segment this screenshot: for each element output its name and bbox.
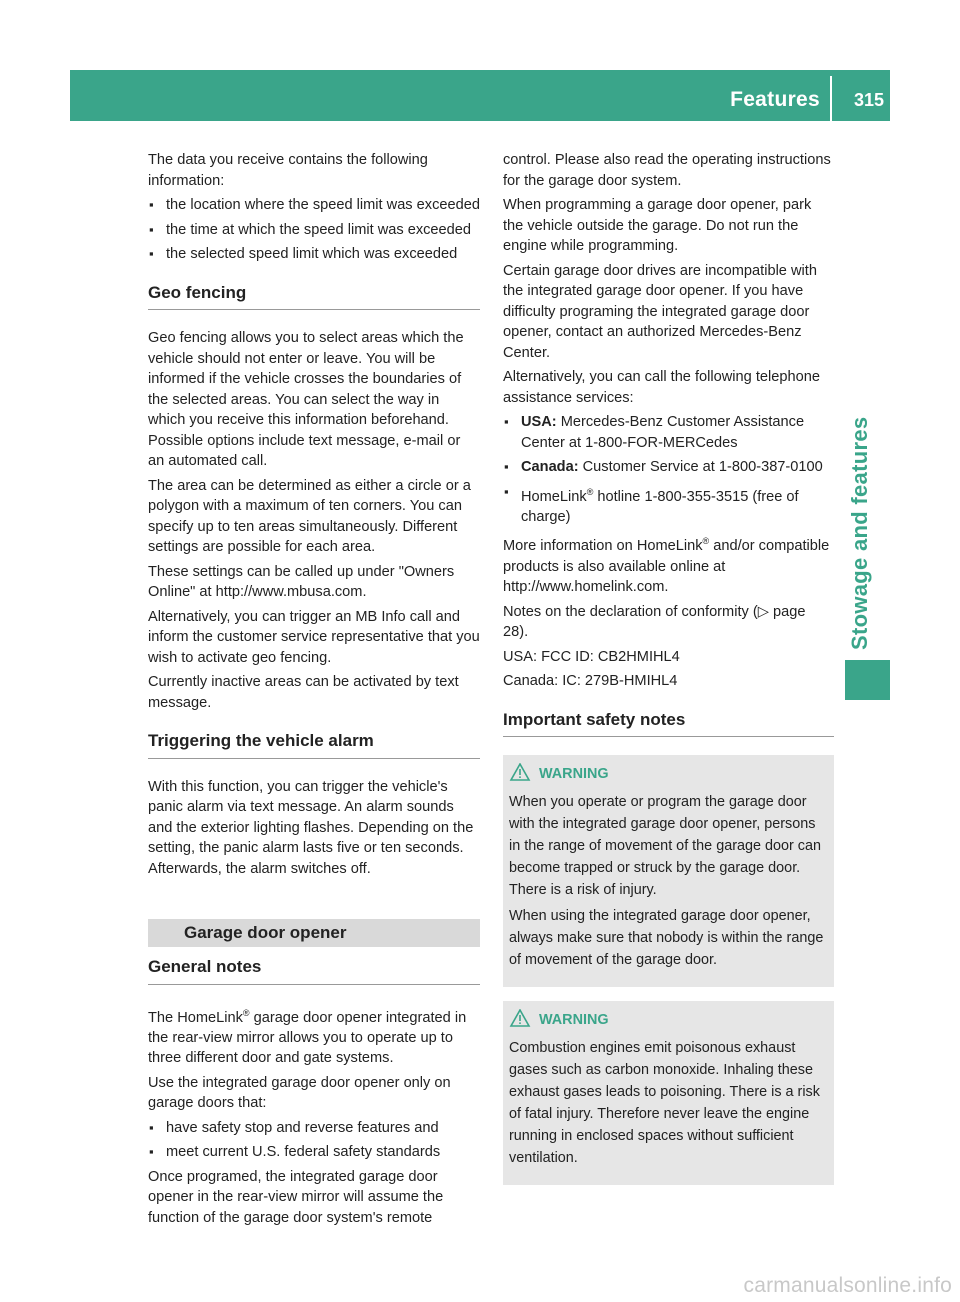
paragraph: When programming a garage door opener, park the vehicle outside the garage. Do not run the engine while programming. [503,197,812,254]
bullet-icon: ▪ [504,459,509,474]
homelink-paragraph: The HomeLink® garage door opener integrated in the rear-view mirror allows you to operate up to three different door and gate systems. [148,1007,467,1067]
page-number: 315 [853,90,884,110]
geo-fencing-heading: Geo fencing [148,283,480,311]
page-reference-link[interactable]: page 28). [503,603,806,641]
registered-mark: ® [586,486,594,497]
left-column [148,150,480,1232]
bullet-icon: ▪ [149,1144,154,1160]
warning-text: When using the integrated garage door opener, always make sure that nobody is within the range of movement of the garage door. [509,908,824,969]
list-item: ▪ meet current U.S. federal safety standards [148,1142,480,1163]
list-item: ▪ Canada: Customer Service at 1-800-387-0100 [503,457,834,478]
safety-notes-heading: Important safety notes [503,710,834,738]
paragraph: These settings can be called up under "Owners Online" at http://www.mbusa.com. [148,563,455,600]
paragraph: Alternatively, you can trigger an MB Info call and inform the customer service representative that you wish to activate geo fencing. [148,608,480,666]
paragraph: control. Please also read the operating instructions for the garage door system. [503,152,831,189]
list-item: ▪ have safety stop and reverse features and [148,1118,480,1139]
page-header [70,70,890,121]
page-reference-arrow-icon: ▷ [757,603,769,620]
warning-box [503,755,834,987]
data-bullet-list [148,195,480,265]
paragraph: With this function, you can trigger the vehicle's panic alarm via text message. An alarm sounds and the exterior lighting flashes. Depending on the setting, the panic alarm lasts five or ten seconds. Afterwards, the alarm switches off. [148,778,474,877]
alarm-heading: Triggering the vehicle alarm [148,731,480,759]
warning-box [503,1001,834,1185]
paragraph: Currently inactive areas can be activated by text message. [148,674,459,711]
registered-mark: ® [242,1007,250,1018]
bullet-icon: ▪ [149,1119,154,1135]
paragraph: Alternatively, you can call the following telephone assistance services: [503,369,820,406]
header-divider [830,76,832,121]
conformity-reference: Notes on the declaration of conformity (▷ page 28). [503,603,806,641]
paragraph: Use the integrated garage door opener only on garage doors that: [148,1074,451,1112]
section-title: Features [730,88,820,111]
registered-mark: ® [702,536,710,547]
chapter-band: Garage door opener [148,919,480,947]
intro-paragraph: The data you receive contains the following information: [148,152,428,189]
requirements-list [148,1118,480,1163]
warning-text: Combustion engines emit poisonous exhaust gases such as carbon monoxide. Inhaling these exhaust gases leads to poisoning. There is a risk of fatal injury. Therefore never leave the engine running in enclosed spaces without sufficient ventilation. [509,1040,820,1167]
warning-triangle-icon [509,763,531,781]
paragraph: The area can be determined as either a circle or a polygon with a maximum of ten corners. You can specify up to ten areas simultaneously. Different settings are possible for each area. [148,477,471,555]
warning-title: WARNING [509,1009,828,1031]
warning-triangle-icon [509,1009,531,1027]
list-item: ▪ USA: Mercedes-Benz Customer Assistance Center at 1-800-FOR-MERCedes [504,414,805,451]
warning-text: When you operate or program the garage door with the integrated garage door opener, persons in the range of movement of the garage door can become trapped or struck by the garage door. There is a risk of injury. [509,794,821,899]
watermark: carmanualsonline.info [743,1274,952,1297]
list-item: ▪ the time at which the speed limit was exceeded [148,220,480,241]
list-item: ▪ HomeLink® hotline 1-800-355-3515 (free of charge) [504,483,799,525]
ic-id: Canada: IC: 279B-HMIHL4 [503,673,678,690]
list-item: ▪ the location where the speed limit was exceeded [148,195,480,216]
warning-title: WARNING [509,763,828,785]
bullet-icon: ▪ [149,246,154,261]
list-item: ▪ the selected speed limit which was exceeded [148,244,480,265]
paragraph: Once programed, the integrated garage door opener in the rear-view mirror will assume the function of the garage door system's remote [148,1168,444,1226]
bullet-icon: ▪ [504,483,509,499]
fcc-id: USA: FCC ID: CB2HMIHL4 [503,648,680,665]
bullet-icon: ▪ [149,197,154,212]
services-list [503,412,834,527]
right-column [503,150,834,1185]
paragraph: Certain garage door drives are incompatible with the integrated garage door opener. If you have difficulty programing the integrated garage door opener, contact an authorized Mercedes-Benz Center. [503,262,817,361]
side-tab-marker [845,660,890,700]
paragraph: Geo fencing allows you to select areas which the vehicle should not enter or leave. You will be informed if the vehicle crosses the boundaries of the selected areas. You can select the way in which you receive this information beforehand. Possible options include text message, e-mail or an automated call. [148,330,464,469]
bullet-icon: ▪ [504,414,509,429]
side-tab-label: Stowage and features [847,416,872,650]
paragraph: More information on HomeLink® and/or compatible products is also available online at http://www.homelink.com. [503,536,830,596]
general-notes-heading: General notes [148,957,480,985]
bullet-icon: ▪ [149,221,154,237]
